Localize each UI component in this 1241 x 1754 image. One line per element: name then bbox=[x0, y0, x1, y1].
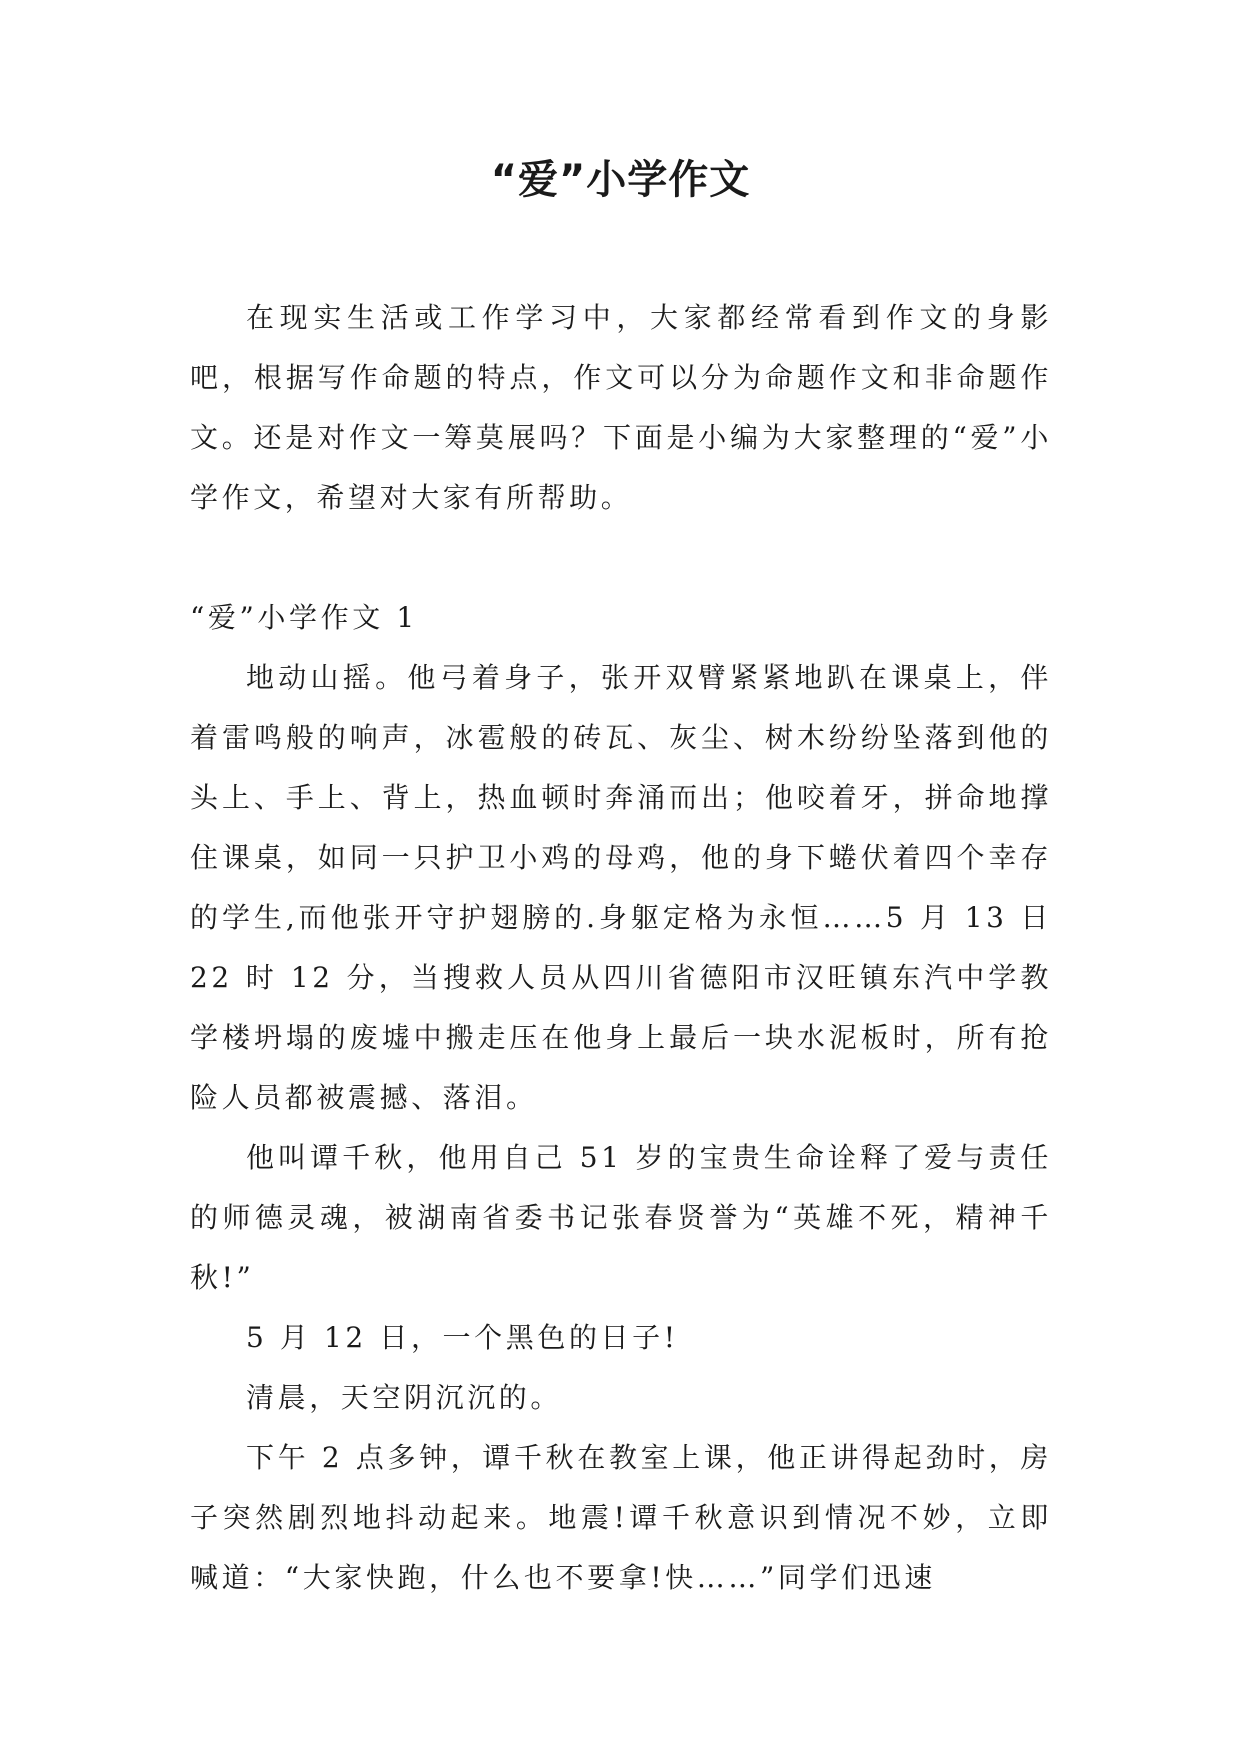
body-paragraph: 他叫谭千秋，他用自己 51 岁的宝贵生命诠释了爱与责任的师德灵魂，被湖南省委书记张春贤誉为“英雄不死，精神千秋!” bbox=[190, 1141, 1052, 1294]
body-paragraph: 清晨，天空阴沉沉的。 bbox=[246, 1381, 563, 1414]
intro-paragraph: 在现实生活或工作学习中，大家都经常看到作文的身影吧，根据写作命题的特点，作文可以分为命题作文和非命题作文。还是对作文一筹莫展吗？下面是小编为大家整理的“爱”小学作文，希望对大家有所帮助。 bbox=[190, 301, 1052, 514]
document-title: “爱”小学作文 bbox=[490, 157, 751, 203]
body-paragraph: 地动山摇。他弓着身子，张开双臂紧紧地趴在课桌上，伴着雷鸣般的响声，冰雹般的砖瓦、灰尘、树木纷纷坠落到他的头上、手上、背上，热血顿时奔涌而出；他咬着牙，拼命地撑住课桌，如同一只护卫小鸡的母鸡，他的身下蜷伏着四个幸存的学生,而他张开守护翅膀的.身躯定格为永恒……5 月 13 日 22 时 12 分，当搜救人员从四川省德阳市汉旺镇东汽中学教学楼坍塌的废墟中搬走压在他身上最后一块水泥板时，所有抢险人员都被震撼、落泪。 bbox=[190, 661, 1052, 1114]
body-paragraph: 下午 2 点多钟，谭千秋在教室上课，他正讲得起劲时，房子突然剧烈地抖动起来。地震!谭千秋意识到情况不妙，立即喊道：“大家快跑，什么也不要拿!快……”同学们迅速 bbox=[190, 1441, 1052, 1594]
body-paragraph: 5 月 12 日，一个黑色的日子! bbox=[246, 1321, 679, 1354]
section-heading: “爱”小学作文 1 bbox=[190, 601, 418, 634]
document-body bbox=[190, 288, 1052, 1608]
